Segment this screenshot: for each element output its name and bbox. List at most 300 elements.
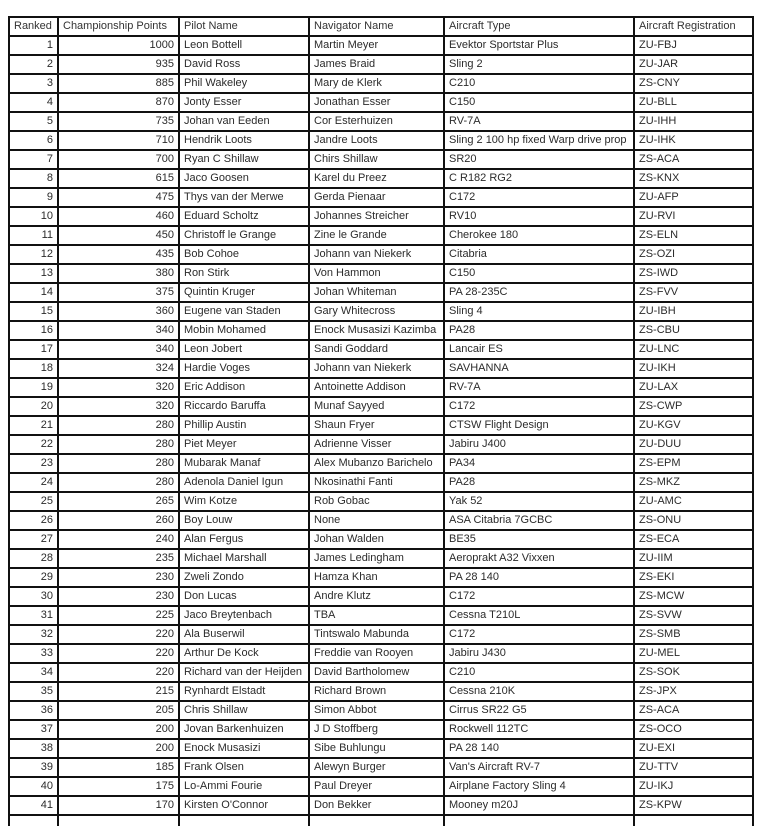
cell-points: 240: [58, 530, 179, 549]
table-row: [9, 359, 753, 378]
cell-aircraft_type: Yak 52: [444, 492, 634, 511]
cell-pilot: Michael Marshall: [179, 549, 309, 568]
cell-rank: 18: [9, 359, 58, 378]
cell-points: 200: [58, 720, 179, 739]
cell-navigator: Sibe Buhlungu: [309, 739, 444, 758]
table-row: [9, 739, 753, 758]
cell-points: 200: [58, 739, 179, 758]
cell-aircraft_type: C210: [444, 663, 634, 682]
cell-aircraft_type: PA 28 140: [444, 739, 634, 758]
cell-pilot: Adenola Daniel Igun: [179, 473, 309, 492]
cell-aircraft_type: PA28: [444, 321, 634, 340]
cell-aircraft_type: Cherokee 180: [444, 226, 634, 245]
cell-aircraft_type: Rockwell 112TC: [444, 720, 634, 739]
cell-aircraft_type: SAVHANNA: [444, 359, 634, 378]
cell-rank: 7: [9, 150, 58, 169]
cell-points: 220: [58, 663, 179, 682]
cell-rank: 28: [9, 549, 58, 568]
cell-rank: 15: [9, 302, 58, 321]
cell-aircraft_type: SR20: [444, 150, 634, 169]
cell-rank: 17: [9, 340, 58, 359]
cell-registration: ZS-EKI: [634, 568, 753, 587]
table-row: [9, 340, 753, 359]
cell-rank: 8: [9, 169, 58, 188]
cell-pilot: Christoff le Grange: [179, 226, 309, 245]
cell-pilot: Hardie Voges: [179, 359, 309, 378]
cell-pilot: Boy Louw: [179, 511, 309, 530]
table-row: [9, 720, 753, 739]
cell-rank: 1: [9, 36, 58, 55]
cell-navigator: Don Bekker: [309, 796, 444, 815]
cell-rank: 27: [9, 530, 58, 549]
cell-aircraft_type: [444, 815, 634, 826]
header-navigator-name: Navigator Name: [309, 17, 444, 36]
cell-aircraft_type: Jabiru J430: [444, 644, 634, 663]
table-row: [9, 606, 753, 625]
cell-rank: 29: [9, 568, 58, 587]
cell-points: 324: [58, 359, 179, 378]
cell-aircraft_type: Sling 2 100 hp fixed Warp drive prop: [444, 131, 634, 150]
cell-navigator: TBA: [309, 606, 444, 625]
cell-registration: ZS-ACA: [634, 150, 753, 169]
table-row: [9, 207, 753, 226]
table-row: [9, 473, 753, 492]
table-row: [9, 150, 753, 169]
cell-registration: ZS-KPW: [634, 796, 753, 815]
cell-navigator: Hamza Khan: [309, 568, 444, 587]
cell-points: 375: [58, 283, 179, 302]
cell-pilot: Eric Addison: [179, 378, 309, 397]
cell-navigator: Paul Dreyer: [309, 777, 444, 796]
cell-pilot: Jaco Goosen: [179, 169, 309, 188]
cell-navigator: Antoinette Addison: [309, 378, 444, 397]
cell-registration: ZU-IIM: [634, 549, 753, 568]
cell-aircraft_type: RV-7A: [444, 378, 634, 397]
cell-registration: ZS-IWD: [634, 264, 753, 283]
cell-aircraft_type: Cessna 210K: [444, 682, 634, 701]
cell-points: [58, 815, 179, 826]
cell-points: 460: [58, 207, 179, 226]
cell-pilot: Piet Meyer: [179, 435, 309, 454]
cell-points: 280: [58, 473, 179, 492]
cell-points: 450: [58, 226, 179, 245]
cell-aircraft_type: C172: [444, 188, 634, 207]
cell-pilot: Lo-Ammi Fourie: [179, 777, 309, 796]
cell-points: 260: [58, 511, 179, 530]
table-row: [9, 416, 753, 435]
cell-points: 320: [58, 378, 179, 397]
cell-registration: ZU-AFP: [634, 188, 753, 207]
cell-points: 435: [58, 245, 179, 264]
cell-points: 615: [58, 169, 179, 188]
table-body: [9, 36, 753, 826]
table-row: [9, 663, 753, 682]
cell-rank: 13: [9, 264, 58, 283]
cell-aircraft_type: Sling 2: [444, 55, 634, 74]
cell-registration: ZS-KNX: [634, 169, 753, 188]
cell-rank: 34: [9, 663, 58, 682]
cell-registration: ZU-BLL: [634, 93, 753, 112]
cell-pilot: Thys van der Merwe: [179, 188, 309, 207]
cell-navigator: Johan Whiteman: [309, 283, 444, 302]
cell-pilot: Don Lucas: [179, 587, 309, 606]
cell-navigator: Adrienne Visser: [309, 435, 444, 454]
cell-navigator: Gary Whitecross: [309, 302, 444, 321]
cell-navigator: Freddie van Rooyen: [309, 644, 444, 663]
cell-rank: 5: [9, 112, 58, 131]
cell-aircraft_type: Airplane Factory Sling 4: [444, 777, 634, 796]
cell-navigator: Nkosinathi Fanti: [309, 473, 444, 492]
cell-registration: ZU-AMC: [634, 492, 753, 511]
cell-rank: 38: [9, 739, 58, 758]
cell-pilot: Phillip Austin: [179, 416, 309, 435]
table-row: [9, 796, 753, 815]
cell-pilot: Mobin Mohamed: [179, 321, 309, 340]
cell-navigator: Jandre Loots: [309, 131, 444, 150]
table-row: [9, 397, 753, 416]
cell-pilot: Eduard Scholtz: [179, 207, 309, 226]
cell-pilot: Phil Wakeley: [179, 74, 309, 93]
cell-pilot: Kirsten O'Connor: [179, 796, 309, 815]
table-row: [9, 131, 753, 150]
cell-pilot: Enock Musasizi: [179, 739, 309, 758]
cell-aircraft_type: RV-7A: [444, 112, 634, 131]
header-aircraft-type: Aircraft Type: [444, 17, 634, 36]
cell-aircraft_type: C172: [444, 625, 634, 644]
header-row: [9, 17, 753, 36]
cell-navigator: Tintswalo Mabunda: [309, 625, 444, 644]
table-row: [9, 169, 753, 188]
cell-points: 220: [58, 644, 179, 663]
cell-navigator: Chirs Shillaw: [309, 150, 444, 169]
header-pilot-name: Pilot Name: [179, 17, 309, 36]
cell-registration: ZS-ONU: [634, 511, 753, 530]
cell-pilot: Leon Bottell: [179, 36, 309, 55]
cell-rank: 10: [9, 207, 58, 226]
cell-points: 235: [58, 549, 179, 568]
cell-points: 185: [58, 758, 179, 777]
cell-pilot: Hendrik Loots: [179, 131, 309, 150]
table-row: [9, 777, 753, 796]
cell-aircraft_type: Citabria: [444, 245, 634, 264]
cell-rank: 3: [9, 74, 58, 93]
cell-aircraft_type: ASA Citabria 7GCBC: [444, 511, 634, 530]
cell-navigator: Alewyn Burger: [309, 758, 444, 777]
cell-navigator: James Braid: [309, 55, 444, 74]
cell-rank: 12: [9, 245, 58, 264]
cell-points: 710: [58, 131, 179, 150]
cell-rank: 9: [9, 188, 58, 207]
cell-registration: ZU-FBJ: [634, 36, 753, 55]
cell-navigator: Johann van Niekerk: [309, 359, 444, 378]
cell-aircraft_type: Lancair ES: [444, 340, 634, 359]
cell-registration: ZU-IHH: [634, 112, 753, 131]
table-row: [9, 758, 753, 777]
cell-registration: ZS-JPX: [634, 682, 753, 701]
table-row: [9, 112, 753, 131]
cell-rank: 26: [9, 511, 58, 530]
cell-rank: 19: [9, 378, 58, 397]
table-row: [9, 188, 753, 207]
cell-aircraft_type: Sling 4: [444, 302, 634, 321]
cell-navigator: Simon Abbot: [309, 701, 444, 720]
cell-navigator: [309, 815, 444, 826]
cell-registration: ZS-EPM: [634, 454, 753, 473]
cell-pilot: Jovan Barkenhuizen: [179, 720, 309, 739]
cell-navigator: James Ledingham: [309, 549, 444, 568]
cell-aircraft_type: C210: [444, 74, 634, 93]
cell-registration: ZS-CNY: [634, 74, 753, 93]
table-row: [9, 701, 753, 720]
cell-points: 170: [58, 796, 179, 815]
cell-navigator: Cor Esterhuizen: [309, 112, 444, 131]
cell-pilot: Riccardo Baruffa: [179, 397, 309, 416]
cell-aircraft_type: Cessna T210L: [444, 606, 634, 625]
cell-registration: ZS-MKZ: [634, 473, 753, 492]
cell-registration: ZU-JAR: [634, 55, 753, 74]
cell-aircraft_type: C150: [444, 264, 634, 283]
cell-registration: [634, 815, 753, 826]
cell-navigator: Johannes Streicher: [309, 207, 444, 226]
cell-registration: ZU-MEL: [634, 644, 753, 663]
table-row: [9, 587, 753, 606]
header-ranked: Ranked: [9, 17, 58, 36]
cell-pilot: Wim Kotze: [179, 492, 309, 511]
cell-points: 870: [58, 93, 179, 112]
cell-pilot: [179, 815, 309, 826]
cell-registration: ZS-FVV: [634, 283, 753, 302]
cell-pilot: Arthur De Kock: [179, 644, 309, 663]
cell-pilot: Leon Jobert: [179, 340, 309, 359]
cell-rank: 37: [9, 720, 58, 739]
cell-registration: ZU-LAX: [634, 378, 753, 397]
cell-navigator: Martin Meyer: [309, 36, 444, 55]
cell-points: 1000: [58, 36, 179, 55]
cell-points: 700: [58, 150, 179, 169]
cell-aircraft_type: Jabiru J400: [444, 435, 634, 454]
cell-navigator: Enock Musasizi Kazimba: [309, 321, 444, 340]
table-row: [9, 530, 753, 549]
cell-points: 340: [58, 321, 179, 340]
cell-rank: 36: [9, 701, 58, 720]
cell-registration: ZS-ELN: [634, 226, 753, 245]
table-row: [9, 644, 753, 663]
cell-aircraft_type: RV10: [444, 207, 634, 226]
cell-navigator: Karel du Preez: [309, 169, 444, 188]
table-row: [9, 36, 753, 55]
cell-registration: ZU-IBH: [634, 302, 753, 321]
cell-navigator: David Bartholomew: [309, 663, 444, 682]
cell-rank: 33: [9, 644, 58, 663]
cell-points: 230: [58, 568, 179, 587]
cell-navigator: J D Stoffberg: [309, 720, 444, 739]
cell-pilot: Rynhardt Elstadt: [179, 682, 309, 701]
cell-navigator: Jonathan Esser: [309, 93, 444, 112]
cell-pilot: Johan van Eeden: [179, 112, 309, 131]
cell-navigator: Sandi Goddard: [309, 340, 444, 359]
cell-aircraft_type: CTSW Flight Design: [444, 416, 634, 435]
cell-points: 175: [58, 777, 179, 796]
cell-pilot: Alan Fergus: [179, 530, 309, 549]
cell-navigator: Richard Brown: [309, 682, 444, 701]
cell-points: 230: [58, 587, 179, 606]
cell-registration: ZS-OZI: [634, 245, 753, 264]
cell-rank: 32: [9, 625, 58, 644]
cell-registration: ZU-IKJ: [634, 777, 753, 796]
cell-points: 475: [58, 188, 179, 207]
cell-registration: ZS-SOK: [634, 663, 753, 682]
cell-pilot: Richard van der Heijden: [179, 663, 309, 682]
cell-points: 380: [58, 264, 179, 283]
cell-registration: ZU-TTV: [634, 758, 753, 777]
cell-pilot: Mubarak Manaf: [179, 454, 309, 473]
cell-registration: ZU-IKH: [634, 359, 753, 378]
cell-aircraft_type: Mooney m20J: [444, 796, 634, 815]
cell-pilot: Ryan C Shillaw: [179, 150, 309, 169]
cell-navigator: Von Hammon: [309, 264, 444, 283]
cell-rank: 20: [9, 397, 58, 416]
cell-pilot: Chris Shillaw: [179, 701, 309, 720]
cell-pilot: Frank Olsen: [179, 758, 309, 777]
cell-aircraft_type: PA28: [444, 473, 634, 492]
table-row: [9, 511, 753, 530]
table-row: [9, 226, 753, 245]
cell-registration: ZS-ACA: [634, 701, 753, 720]
cell-aircraft_type: Van's Aircraft RV-7: [444, 758, 634, 777]
cell-navigator: Johann van Niekerk: [309, 245, 444, 264]
header-aircraft-registration: Aircraft Registration: [634, 17, 753, 36]
cell-rank: 25: [9, 492, 58, 511]
cell-aircraft_type: Evektor Sportstar Plus: [444, 36, 634, 55]
cell-points: 280: [58, 454, 179, 473]
cell-aircraft_type: Cirrus SR22 G5: [444, 701, 634, 720]
cell-navigator: Gerda Pienaar: [309, 188, 444, 207]
table-row: [9, 264, 753, 283]
cell-pilot: Quintin Kruger: [179, 283, 309, 302]
cell-rank: 30: [9, 587, 58, 606]
table-row: [9, 245, 753, 264]
cell-registration: ZU-EXI: [634, 739, 753, 758]
cell-navigator: Johan Walden: [309, 530, 444, 549]
table-row: [9, 321, 753, 340]
cell-aircraft_type: Aeroprakt A32 Vixxen: [444, 549, 634, 568]
cell-rank: 35: [9, 682, 58, 701]
cell-points: 360: [58, 302, 179, 321]
table-row: [9, 815, 753, 826]
cell-rank: 24: [9, 473, 58, 492]
cell-pilot: Zweli Zondo: [179, 568, 309, 587]
cell-aircraft_type: BE35: [444, 530, 634, 549]
cell-rank: [9, 815, 58, 826]
table-row: [9, 682, 753, 701]
cell-points: 885: [58, 74, 179, 93]
cell-navigator: Rob Gobac: [309, 492, 444, 511]
cell-registration: ZU-RVI: [634, 207, 753, 226]
cell-navigator: Zine le Grande: [309, 226, 444, 245]
cell-registration: ZU-LNC: [634, 340, 753, 359]
table-row: [9, 549, 753, 568]
cell-registration: ZS-OCO: [634, 720, 753, 739]
table-row: [9, 93, 753, 112]
cell-points: 280: [58, 435, 179, 454]
cell-navigator: Munaf Sayyed: [309, 397, 444, 416]
table-header: [9, 17, 753, 36]
cell-rank: 4: [9, 93, 58, 112]
cell-registration: ZS-MCW: [634, 587, 753, 606]
cell-registration: ZS-CWP: [634, 397, 753, 416]
cell-pilot: David Ross: [179, 55, 309, 74]
cell-points: 220: [58, 625, 179, 644]
cell-aircraft_type: C172: [444, 397, 634, 416]
cell-pilot: Jaco Breytenbach: [179, 606, 309, 625]
cell-rank: 22: [9, 435, 58, 454]
cell-rank: 21: [9, 416, 58, 435]
cell-pilot: Bob Cohoe: [179, 245, 309, 264]
table-row: [9, 55, 753, 74]
cell-rank: 39: [9, 758, 58, 777]
table-row: [9, 568, 753, 587]
cell-aircraft_type: C150: [444, 93, 634, 112]
cell-rank: 23: [9, 454, 58, 473]
cell-navigator: None: [309, 511, 444, 530]
cell-registration: ZS-SMB: [634, 625, 753, 644]
cell-points: 225: [58, 606, 179, 625]
table-row: [9, 302, 753, 321]
cell-pilot: Ron Stirk: [179, 264, 309, 283]
header-championship-points: Championship Points: [58, 17, 179, 36]
cell-navigator: Shaun Fryer: [309, 416, 444, 435]
cell-points: 935: [58, 55, 179, 74]
cell-rank: 6: [9, 131, 58, 150]
cell-rank: 14: [9, 283, 58, 302]
cell-rank: 2: [9, 55, 58, 74]
cell-rank: 31: [9, 606, 58, 625]
cell-pilot: Ala Buserwil: [179, 625, 309, 644]
cell-pilot: Eugene van Staden: [179, 302, 309, 321]
cell-navigator: Andre Klutz: [309, 587, 444, 606]
cell-pilot: Jonty Esser: [179, 93, 309, 112]
cell-points: 205: [58, 701, 179, 720]
cell-aircraft_type: PA 28-235C: [444, 283, 634, 302]
championship-results-table: [8, 16, 754, 826]
cell-navigator: Mary de Klerk: [309, 74, 444, 93]
table-row: [9, 435, 753, 454]
cell-points: 320: [58, 397, 179, 416]
cell-registration: ZS-ECA: [634, 530, 753, 549]
table-row: [9, 283, 753, 302]
cell-registration: ZU-IHK: [634, 131, 753, 150]
cell-aircraft_type: PA 28 140: [444, 568, 634, 587]
cell-registration: ZU-DUU: [634, 435, 753, 454]
cell-registration: ZU-KGV: [634, 416, 753, 435]
cell-aircraft_type: PA34: [444, 454, 634, 473]
cell-points: 340: [58, 340, 179, 359]
cell-points: 280: [58, 416, 179, 435]
cell-points: 265: [58, 492, 179, 511]
table-row: [9, 454, 753, 473]
table-row: [9, 492, 753, 511]
cell-points: 215: [58, 682, 179, 701]
table-row: [9, 74, 753, 93]
cell-rank: 11: [9, 226, 58, 245]
cell-rank: 16: [9, 321, 58, 340]
table-row: [9, 625, 753, 644]
cell-registration: ZS-SVW: [634, 606, 753, 625]
cell-aircraft_type: C172: [444, 587, 634, 606]
cell-points: 735: [58, 112, 179, 131]
cell-aircraft_type: C R182 RG2: [444, 169, 634, 188]
cell-registration: ZS-CBU: [634, 321, 753, 340]
